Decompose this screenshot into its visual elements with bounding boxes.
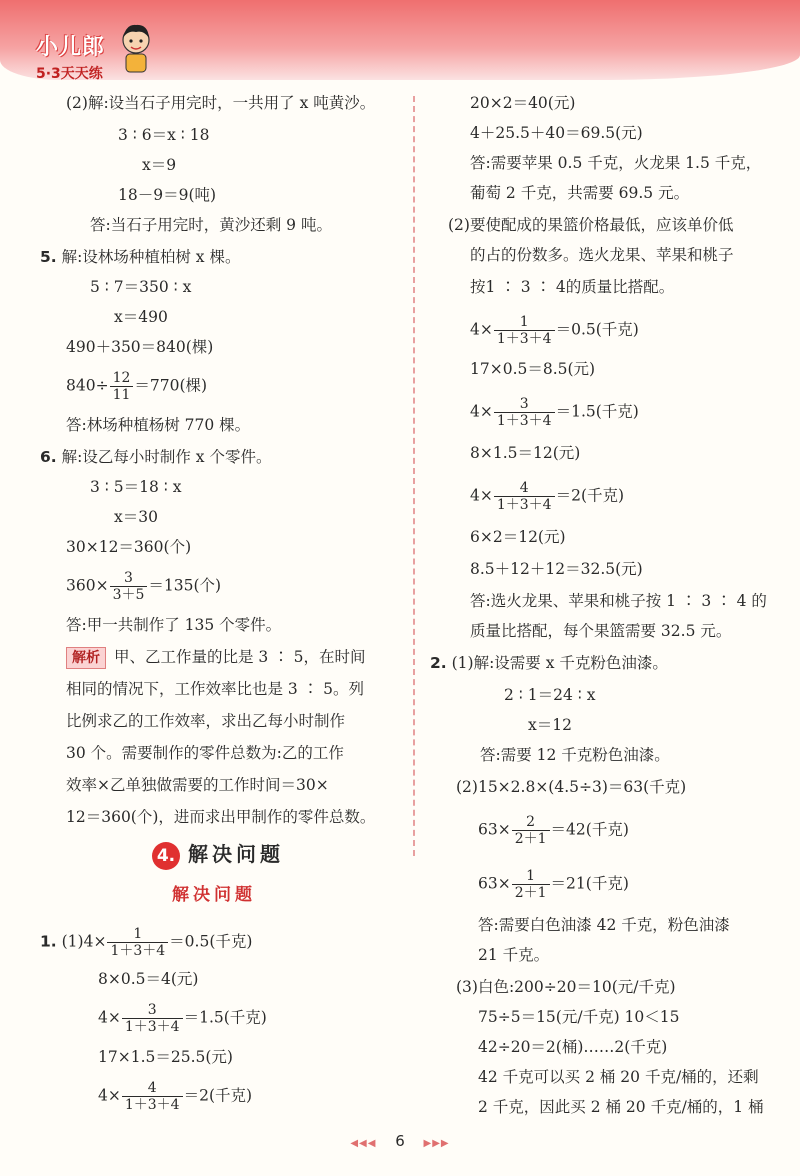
r-line30: 2 千克，因此买 2 桶 20 千克/桶的，1 桶: [478, 1098, 764, 1116]
r-line16: 质量比搭配，每个果篮需要 32.5 元。: [470, 622, 732, 640]
q6-eq1: 3 ∶ 5＝18 ∶ x: [90, 478, 182, 496]
r-line13: 6×2＝12(元): [470, 528, 566, 546]
q6-answer: 答:甲一共制作了 135 个零件。: [66, 616, 282, 634]
q6-eq2: x＝30: [114, 508, 158, 526]
fraction: $\frac{1}{1+3+4}$: [494, 314, 555, 347]
q6-intro: 解:设乙每小时制作 x 个零件。: [61, 448, 272, 466]
page-footer: [0, 1132, 800, 1150]
q6-line: [40, 446, 271, 468]
brand-name: 小儿郎: [36, 35, 106, 60]
q5-eq4: 840÷ $\frac{12}{11}$ ＝770(棵): [66, 370, 208, 403]
q5-answer: 答:林场种植杨树 770 棵。: [66, 416, 251, 434]
fraction: $\frac{1}{2+1}$: [512, 868, 550, 901]
q1-line5: 4× $\frac{4}{1+3+4}$ ＝2(千克): [98, 1080, 253, 1113]
q5-eq1: 5 ∶ 7＝350 ∶ x: [90, 278, 192, 296]
r-line21: (2)15×2.8×(4.5÷3)＝63(千克): [456, 778, 687, 796]
r-line10: 4× $\frac{3}{1+3+4}$ ＝1.5(千克): [470, 396, 639, 429]
r-line19: x＝12: [528, 716, 572, 734]
column-divider: [413, 96, 415, 856]
analysis-line5: 效率×乙单独做需要的工作时间＝30×: [66, 776, 329, 794]
brand-subtitle: 5·3天天练: [36, 66, 103, 82]
r-line25: 21 千克。: [478, 946, 550, 964]
q5-eq3: 490＋350＝840(棵): [66, 338, 214, 356]
p4-2-eq2: x＝9: [142, 156, 177, 174]
r-line1: 20×2＝40(元): [470, 94, 576, 112]
p4-2-answer: 答:当石子用完时，黄沙还剩 9 吨。: [90, 216, 332, 234]
q6-eq3: 30×12＝360(个): [66, 538, 192, 556]
r-line14: 8.5＋12＋12＝32.5(元): [470, 560, 643, 578]
analysis-line6: 12＝360(个)，进而求出甲制作的零件总数。: [66, 808, 376, 826]
r-line2: 4＋25.5＋40＝69.5(元): [470, 124, 643, 142]
r-line20: 答:需要 12 千克粉色油漆。: [480, 746, 670, 764]
q2-line: 2. (1)解:设需要 x 千克粉色油漆。: [430, 654, 668, 672]
p4-2-eq1: 3 ∶ 6＝x ∶ 18: [118, 126, 210, 144]
r-line27: 75÷5＝15(元/千克) 10＜15: [478, 1008, 680, 1026]
fraction: $\frac{3}{1+3+4}$: [494, 396, 555, 429]
r-line15: 答:选火龙果、苹果和桃子按 1 ∶ 3 ∶ 4 的: [470, 592, 767, 610]
r-line12: 4× $\frac{4}{1+3+4}$ ＝2(千克): [470, 480, 625, 513]
p4-2-intro: (2)解:设当石子用完时，一共用了 x 吨黄沙。: [66, 94, 376, 112]
subsection-title: 解决问题: [172, 885, 256, 905]
r-line28: 42÷20＝2(桶)……2(千克): [478, 1038, 668, 1056]
brand-logo: [36, 30, 105, 83]
section-number: 4.: [152, 842, 180, 870]
fraction: $\frac{4}{1+3+4}$: [494, 480, 555, 513]
mascot-icon: [118, 20, 154, 76]
r-line22: 63× $\frac{2}{2+1}$ ＝42(千克): [478, 814, 629, 847]
q1-line1: 1. (1)4× $\frac{1}{1+3+4}$ ＝0.5(千克): [40, 926, 253, 959]
r-line11: 8×1.5＝12(元): [470, 444, 581, 462]
r-line18: 2 ∶ 1＝24 ∶ x: [504, 686, 596, 704]
q5-number: 5.: [40, 248, 57, 266]
r-line29: 42 千克可以买 2 桶 20 千克/桶的，还剩: [478, 1068, 759, 1086]
fraction: $\frac{3}{1+3+4}$: [122, 1002, 183, 1035]
right-arrows-icon: ▶▶▶: [423, 1138, 450, 1149]
r-line24: 答:需要白色油漆 42 千克，粉色油漆: [478, 916, 730, 934]
left-arrows-icon: ◀◀◀: [350, 1138, 377, 1149]
analysis-line3: 比例求乙的工作效率，求出乙每小时制作: [66, 712, 346, 730]
fraction: $\frac{12}{11}$: [110, 370, 134, 403]
r-line4: 葡萄 2 千克，共需要 69.5 元。: [470, 184, 690, 202]
q6-number: 6.: [40, 448, 57, 466]
analysis-line2: 相同的情况下，工作效率比也是 3 ∶ 5。列: [66, 680, 365, 698]
q5-intro: 解:设林场种植柏树 x 棵。: [61, 248, 241, 266]
q1-line3: 4× $\frac{3}{1+3+4}$ ＝1.5(千克): [98, 1002, 267, 1035]
analysis-tag: 解析: [66, 647, 106, 669]
analysis-line1: 解析 甲、乙工作量的比是 3 ∶ 5，在时间: [66, 646, 366, 669]
analysis-line4: 30 个。需要制作的零件总数为:乙的工作: [66, 744, 344, 762]
q1-line4: 17×1.5＝25.5(元): [98, 1048, 233, 1066]
section-title: 4. 解决问题: [152, 838, 284, 870]
page-number: 6: [395, 1132, 405, 1150]
r-line7: 按1 ∶ 3 ∶ 4的质量比搭配。: [470, 278, 675, 296]
fraction: $\frac{4}{1+3+4}$: [122, 1080, 183, 1113]
fraction: $\frac{3}{3+5}$: [110, 570, 148, 603]
q1-line2: 8×0.5＝4(元): [98, 970, 199, 988]
fraction: $\frac{2}{2+1}$: [512, 814, 550, 847]
r-line23: 63× $\frac{1}{2+1}$ ＝21(千克): [478, 868, 629, 901]
p4-2-eq3: 18－9＝9(吨): [118, 186, 217, 204]
r-line5: (2)要使配成的果篮价格最低，应该单价低: [448, 216, 734, 234]
r-line8: 4× $\frac{1}{1+3+4}$ ＝0.5(千克): [470, 314, 639, 347]
q5-eq2: x＝490: [114, 308, 168, 326]
q5-line: [40, 246, 240, 268]
fraction: $\frac{1}{1+3+4}$: [107, 926, 168, 959]
r-line26: (3)白色:200÷20＝10(元/千克): [456, 978, 676, 996]
r-line6: 的占的份数多。选火龙果、苹果和桃子: [470, 246, 734, 264]
r-line9: 17×0.5＝8.5(元): [470, 360, 596, 378]
r-line3: 答:需要苹果 0.5 千克，火龙果 1.5 千克，: [470, 154, 762, 172]
q6-eq4: 360× $\frac{3}{3+5}$ ＝135(个): [66, 570, 222, 603]
